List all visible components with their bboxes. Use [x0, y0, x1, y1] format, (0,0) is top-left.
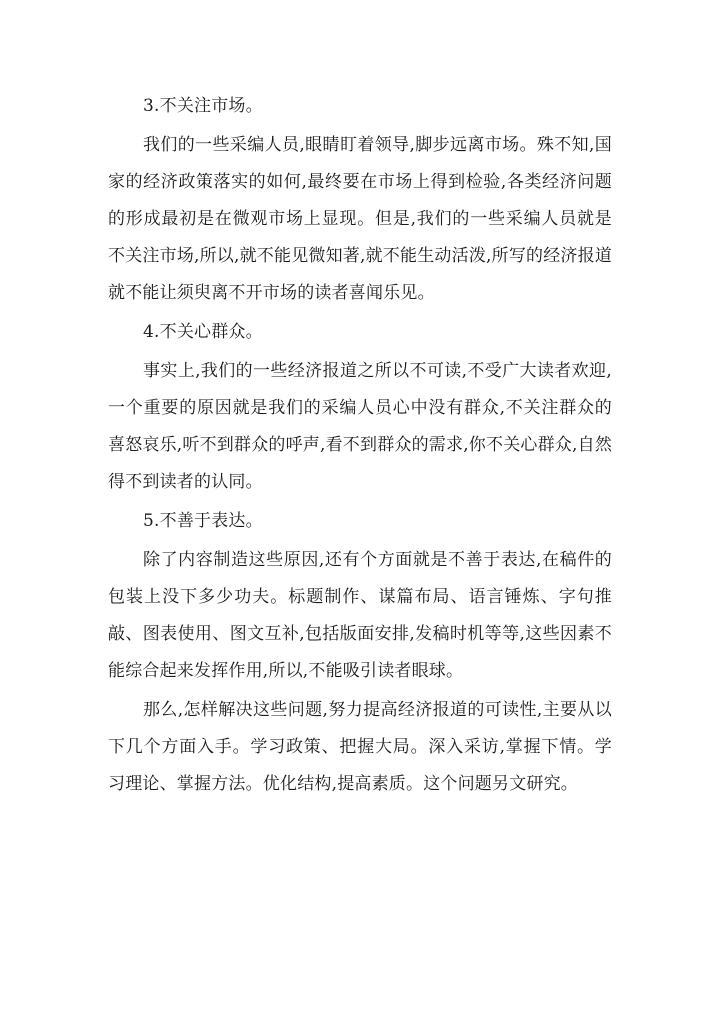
section-heading-5: 5.不善于表达。 — [143, 511, 263, 531]
section-paragraph-5: 除了内容制造这些原因,还有个方面就是不善于表达,在稿件的包装上没下多少功夫。标题制作、谋篇布局、语言锤炼、字句推敲、图表使用、图文互补,包括版面安排,发稿时机等等,这些因素不能综合起来发挥作用,所以,不能吸引读者眼球。 — [108, 550, 612, 681]
section-paragraph-3: 我们的一些采编人员,眼睛盯着领导,脚步远离市场。殊不知,国家的经济政策落实的如何,最终要在市场上得到检验,各类经济问题的形成最初是在微观市场上显现。但是,我们的一些采编人员就是不关注市场,所以,就不能见微知著,就不能生动活泼,所写的经济报道就不能让须臾离不开市场的读者喜闻乐见。 — [108, 135, 613, 303]
section-heading-4: 4.不关心群众。 — [143, 322, 263, 342]
section-heading-3: 3.不关注市场。 — [143, 96, 263, 116]
closing-paragraph: 那么,怎样解决这些问题,努力提高经济报道的可读性,主要从以下几个方面入手。学习政策、把握大局。深入采访,掌握下情。学习理论、掌握方法。优化结构,提高素质。这个问题另文研究。 — [108, 700, 612, 794]
section-paragraph-4: 事实上,我们的一些经济报道之所以不可读,不受广大读者欢迎,一个重要的原因就是我们的采编人员心中没有群众,不关注群众的喜怒哀乐,听不到群众的呼声,看不到群众的需求,你不关心群众,自然得不到读者的认同。 — [108, 361, 613, 492]
document-body — [108, 88, 612, 805]
